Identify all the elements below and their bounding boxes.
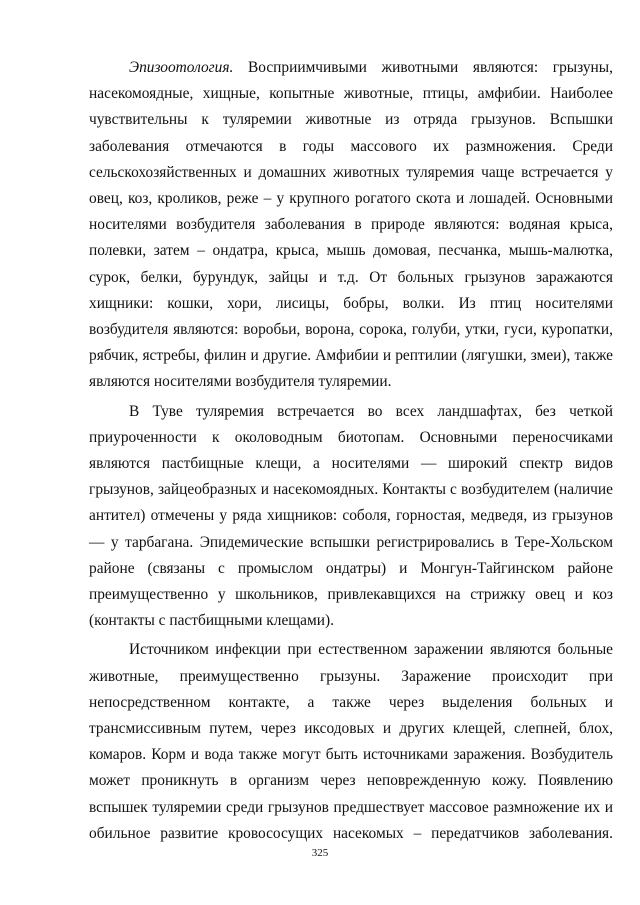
paragraph-infection-source: Источником инфекции при естественном заражении являются больные животные, преимущественно грызуны. Заражение происходит при непосредственном контакте, а также через выделения больных и трансмиссивным путем, через иксодовых и других клещей, слепней, блох, комаров. Корм и вода также могут быть источниками заражения. Возбудитель может проникнуть в организм через неповрежденную кожу. Появлению вспышек туляремии среди грызунов предшествует массовое размножение их и обильное развитие кровососущих насекомых – передатчиков заболевания. <box>89 641 613 842</box>
paragraph-tuva: В Туве туляремия встречается во всех ландшафтах, без четкой приуроченности к околоводным биотопам. Основными переносчиками являются пастбищные клещи, а носителями — широкий спектр видов грызунов, зайцеобразных и насекомоядных. Контакты с возбудителем (наличие антител) отмечены у ряда хищников: соболя, горностая, медведя, из грызунов — у тарбагана. Эпидемические вспышки регистрировались в Тере-Хольском районе (связаны с промыслом ондатры) и Монгун-Тайгинском районе преимущественно у школьников, привлекавщихся на стрижку овец и коз (контакты с пастбищными клещами). <box>89 402 613 630</box>
paragraph-epizootology <box>89 55 613 396</box>
body-text <box>89 55 613 850</box>
paragraph-lead-term: Эпизоотология. <box>129 59 234 76</box>
page-number: 325 <box>311 847 329 859</box>
paragraph-text: Восприимчивыми животными являются: грызуны, насекомоядные, хищные, копытные животные, птицы, амфибии. Наиболее чувствительны к туляремии животные из отряда грызунов. Вспышки заболевания отмечаются в годы массового их размножения. Среди сельскохозяйственных и домашних животных туляремия чаще встречается у овец, коз, кроликов, реже – у крупного рогатого скота и лошадей. Основными носителями возбудителя заболевания в природе являются: водяная крыса, полевки, затем – ондатра, крыса, мышь домовая, песчанка, мышь-малютка, сурок, белки, бурундук, зайцы и т.д. От больных грызунов заражаются хищники: кошки, хори, лисицы, бобры, волки. Из птиц носителями возбудителя являются: воробьи, ворона, сорока, голуби, утки, гуси, куропатки, рябчик, ястребы, филин и другие. Амфибии и рептилии (лягушки, змеи), также являются носителями возбудителя туляремии. <box>89 59 613 391</box>
